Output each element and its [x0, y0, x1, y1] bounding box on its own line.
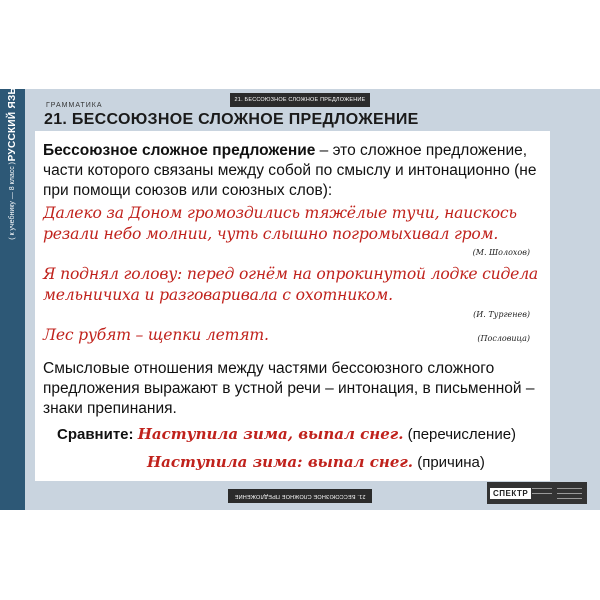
poster: [0, 78, 600, 510]
compare-row-1-text: Наступила зима, выпал снег.: [137, 425, 404, 443]
example-2-source: (И. Тургенев): [473, 310, 530, 319]
logo-fine-print: [557, 488, 582, 489]
example-2-line-1: Я поднял голову: перед огнём на опрокинутой лодке сидела: [43, 265, 539, 283]
publisher-logo: [487, 482, 587, 504]
definition-term: Бессоюзное сложное предложение: [43, 142, 316, 159]
example-3-line-1: Лес рубят – щепки летят.: [43, 326, 269, 344]
compare-row-2: [147, 453, 485, 471]
example-1-source: (М. Шолохов): [472, 248, 530, 257]
definition-text: это сложное предложение, части которого связаны между собой по смыслу и интонационно (не при помощи союзов или союзных слов):: [43, 142, 537, 199]
definition: [43, 141, 548, 201]
side-strip: [0, 78, 25, 510]
logo-fine-print: [557, 498, 582, 499]
definition-dash: –: [315, 142, 333, 159]
page-title: 21. БЕССОЮЗНОЕ СЛОЖНОЕ ПРЕДЛОЖЕНИЕ: [44, 111, 419, 128]
example-3-source: (Пословица): [477, 334, 530, 343]
category-label: ГРАММАТИКА: [46, 102, 103, 109]
side-text: [0, 78, 25, 240]
compare-row-2-text: Наступила зима: выпал снег.: [147, 453, 414, 471]
example-1: [43, 203, 553, 245]
example-2: [43, 264, 553, 306]
example-1-line-1: Далеко за Доном громоздились тяжёлые тучи, наискось: [43, 204, 517, 222]
compare-row-1: [57, 425, 516, 443]
compare-row-2-note: (причина): [417, 454, 485, 471]
example-2-line-2: мельничиха и разговаривала с охотником.: [43, 286, 393, 304]
explanation-paragraph: Смысловые отношения между частями бессоюзного сложного предложения выражают в устной речи – интонация, в письменной – знаки препинания.: [43, 360, 535, 417]
logo-fine-print: [532, 488, 552, 489]
example-1-line-2: резали небо молнии, чуть слышно погромыхивал гром.: [43, 225, 499, 243]
top-tab: 21. БЕССОЮЗНОЕ СЛОЖНОЕ ПРЕДЛОЖЕНИЕ: [230, 93, 370, 107]
publisher-name: СПЕКТР: [490, 488, 531, 499]
compare-row-1-note: (перечисление): [407, 426, 517, 443]
logo-fine-print: [532, 493, 552, 494]
bottom-tab: 21. БЕССОЮЗНОЕ СЛОЖНОЕ ПРЕДЛОЖЕНИЕ: [228, 489, 372, 503]
side-subtitle: ( к учебнику — 8 класс ): [9, 161, 16, 240]
compare-label: Сравните:: [57, 426, 134, 443]
logo-fine-print: [557, 493, 582, 494]
side-title: РУССКИЙ ЯЗЫК: [7, 78, 18, 162]
content-panel: [35, 131, 550, 481]
